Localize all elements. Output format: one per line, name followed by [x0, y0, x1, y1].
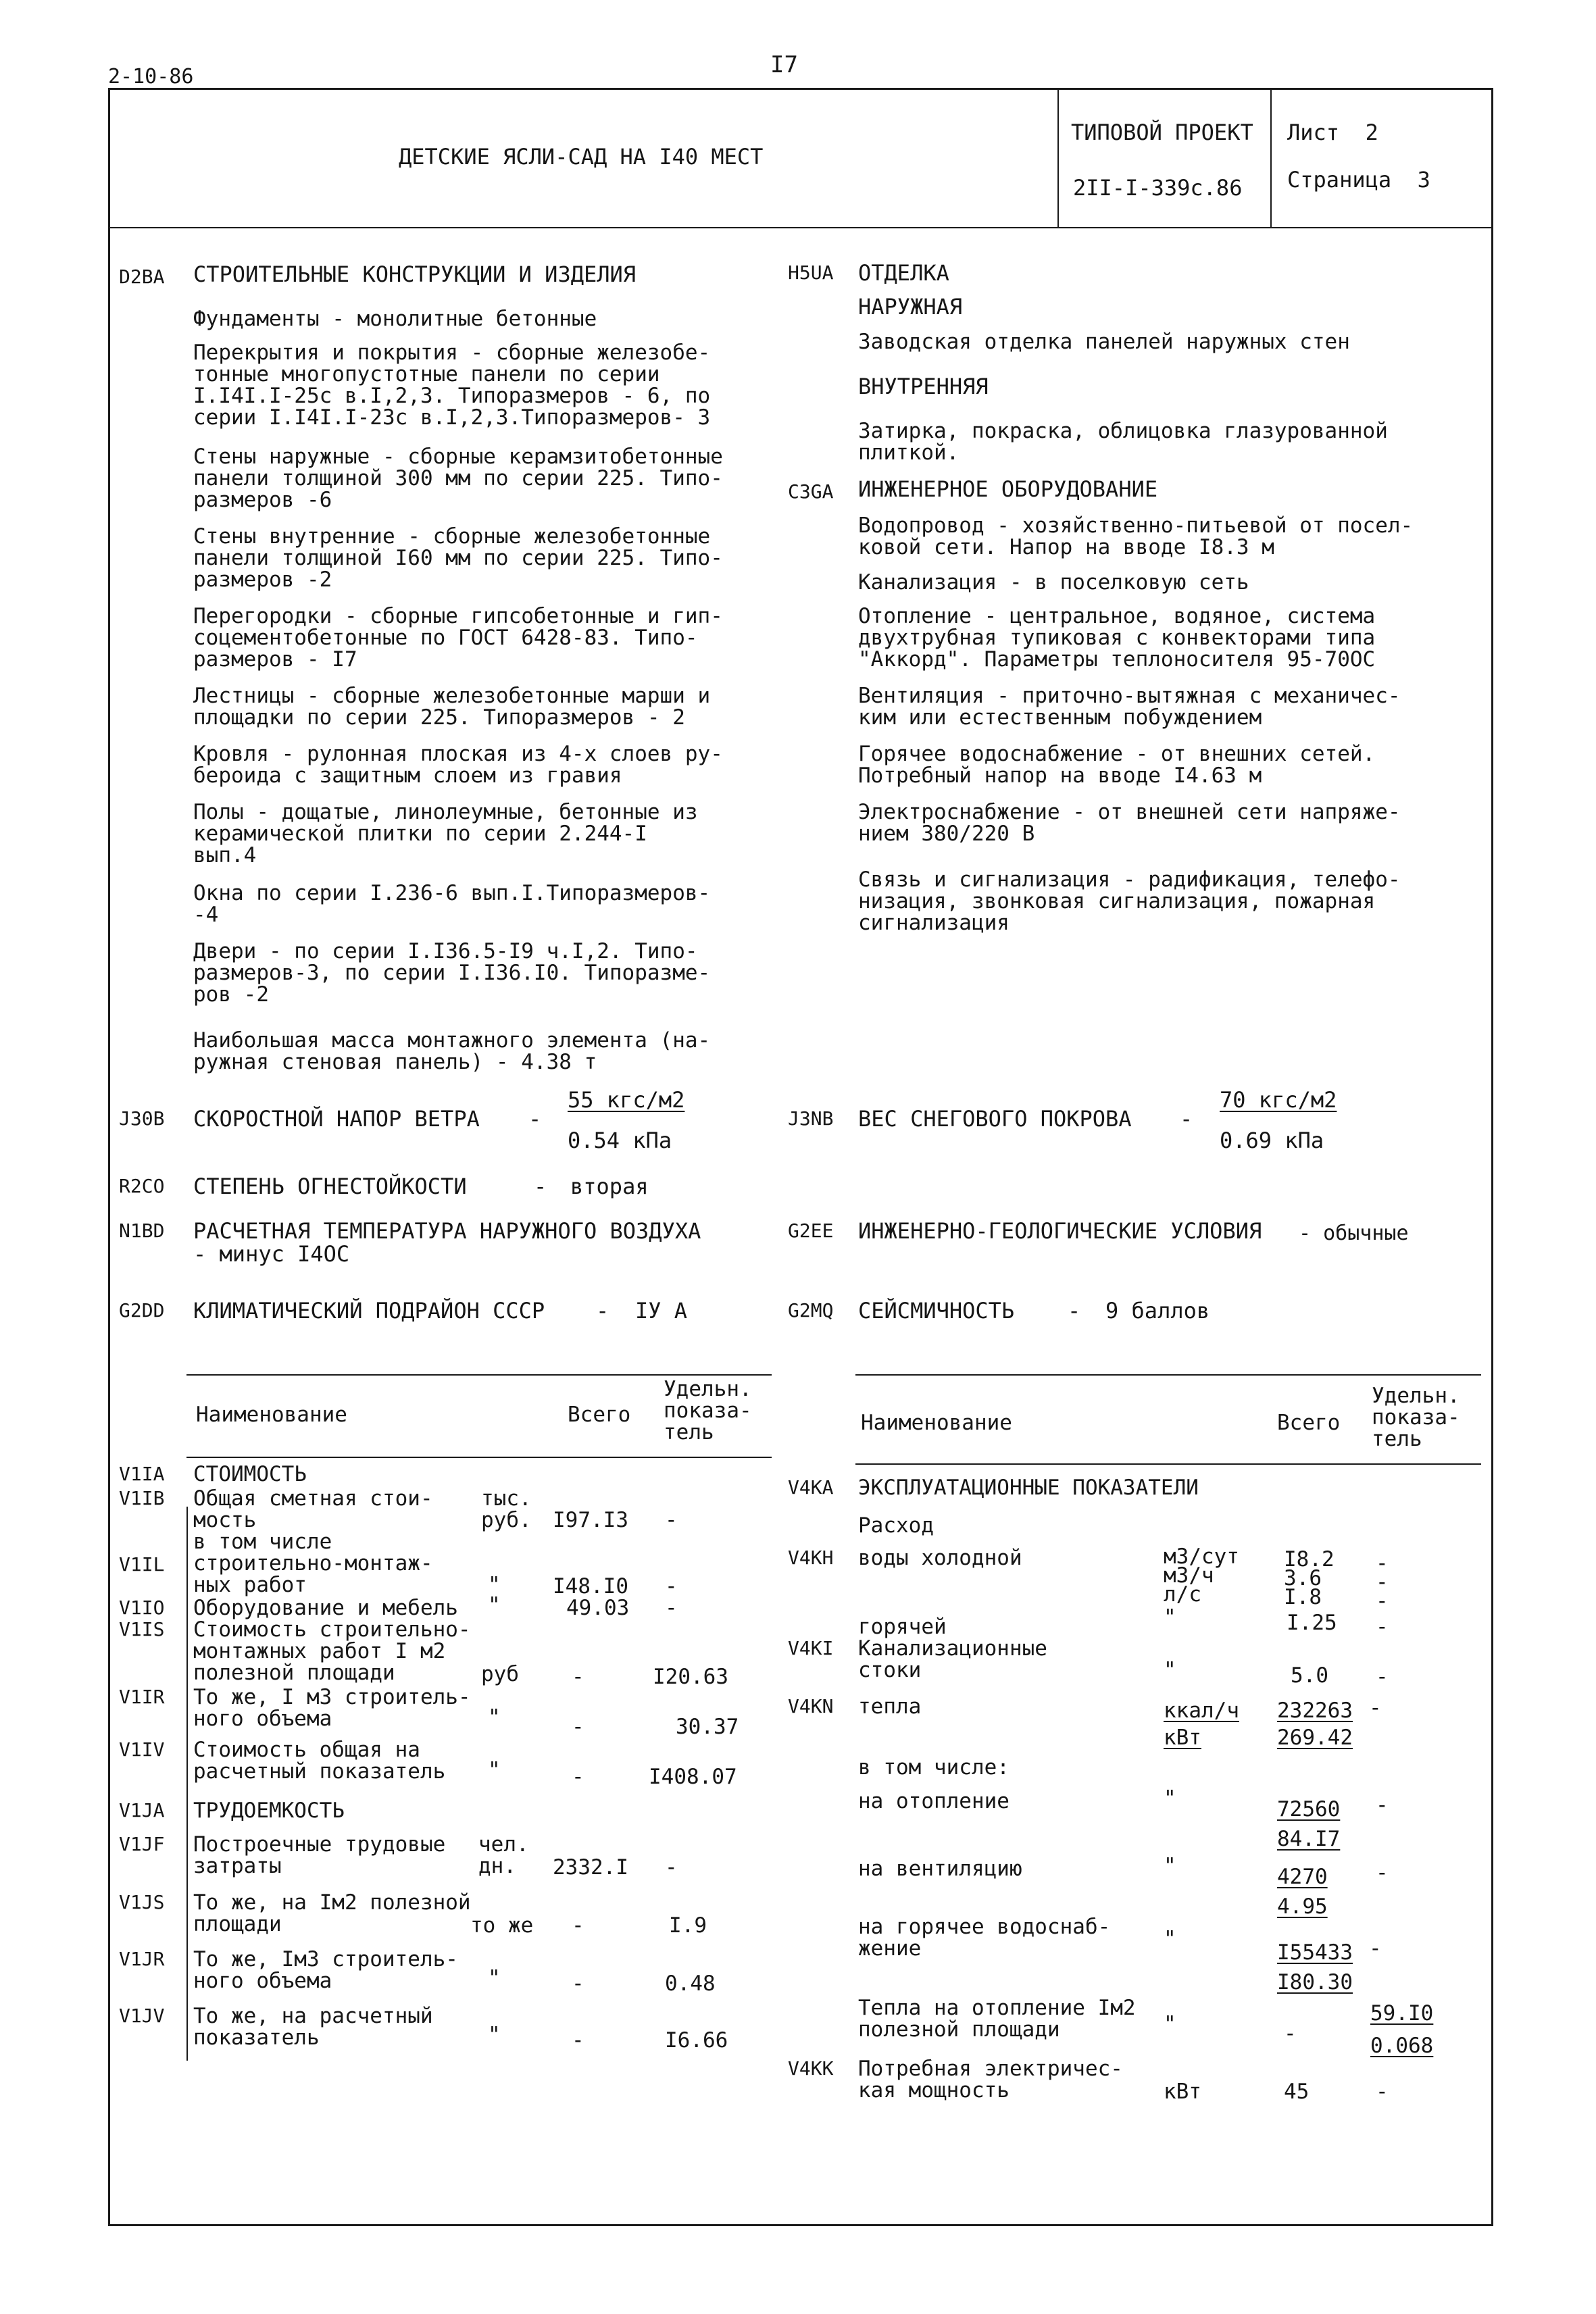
page-number: I7 [770, 51, 798, 78]
row-name: на горячее водоснаб- жение [858, 1915, 1111, 1961]
row-code: V1IO [119, 1596, 165, 1619]
row-name: То же, Iм3 строитель- ного объема [193, 1947, 458, 1993]
row-total: - [572, 1765, 584, 1789]
project-title: ДЕТСКИЕ ЯСЛИ-САД НА I40 МЕСТ [399, 144, 764, 170]
row-total: - [572, 1665, 584, 1689]
row-total: - [572, 2028, 584, 2053]
row-unit: " [488, 1705, 501, 1730]
wind-value-kpa: 0.54 кПа [568, 1128, 672, 1153]
project-number: 2II-I-339с.86 [1073, 175, 1243, 201]
row-spec: - [1376, 1665, 1389, 1689]
geo-value: - обычные [1299, 1222, 1409, 1245]
row-spec: 30.37 [676, 1715, 739, 1739]
row-code: V1JA [119, 1799, 165, 1821]
row-code: V4KA [788, 1476, 834, 1499]
row-name: Построечные трудовые затраты [193, 1832, 446, 1878]
row-unit: " [1164, 1854, 1176, 1878]
row-code: V1JS [119, 1891, 165, 1913]
row-total: I8.2 3.6 I.8 [1284, 1547, 1335, 1609]
row-total: - [572, 1913, 584, 1938]
climate-value: IУ А [635, 1298, 688, 1324]
row-code: V4KK [788, 2057, 834, 2080]
row-code: V1IB [119, 1487, 165, 1509]
row-unit: м3/сут м3/ч л/с [1164, 1544, 1239, 1607]
row-name: на отопление [858, 1789, 1009, 1813]
row-unit: " [488, 2023, 501, 2047]
row-name: Общая сметная стои- мость [193, 1486, 433, 1532]
row-spec: - [1369, 1696, 1382, 1720]
row-code: V4KN [788, 1695, 834, 1717]
param-code: G2DD [119, 1299, 165, 1322]
row-unit: " [1164, 1658, 1176, 1682]
row-name: СТОИМОСТЬ [193, 1462, 307, 1486]
param-code: N1BD [119, 1219, 165, 1242]
seismic-value: 9 баллов [1105, 1298, 1210, 1324]
row-spec: I.9 [669, 1913, 707, 1938]
row-unit: " [1164, 2012, 1176, 2036]
engineering-item: Связь и сигнализация - радификация, телефо- низация, звонковая сигнализация, пожарная сигнализация [858, 867, 1401, 935]
left-table-header-rule [186, 1457, 772, 1458]
row-code: V1IA [119, 1463, 165, 1485]
finish-inner-text: Затирка, покраска, облицовка глазурованной плиткой. [858, 419, 1388, 465]
sheet-number: Лист 2 [1287, 120, 1378, 145]
row-spec: 0.48 [665, 1971, 716, 1996]
right-table-header-spec: Удельн. показа- тель [1372, 1384, 1460, 1451]
wind-dash: - [528, 1106, 542, 1132]
row-unit: " [488, 1593, 501, 1617]
row-unit: руб [481, 1662, 519, 1686]
row-name: Потребная электричес- кая мощность [858, 2057, 1123, 2103]
row-spec: I408.07 [649, 1765, 737, 1789]
row-unit: " [488, 1966, 501, 1990]
row-unit: тыс. руб. [481, 1486, 532, 1532]
construction-item: Фундаменты - монолитные бетонные [193, 307, 597, 331]
row-total: 2332.I [553, 1855, 628, 1880]
row-name: воды холодной [858, 1546, 1022, 1570]
finish-outer-text: Заводская отделка панелей наружных стен [858, 330, 1350, 354]
snow-dash: - [1180, 1106, 1193, 1132]
row-unit: " [1164, 1605, 1176, 1630]
page-count: Страница 3 [1287, 167, 1430, 193]
row-total: - [572, 1715, 584, 1739]
param-code: J30B [119, 1107, 165, 1130]
row-name: ТРУДОЕМКОСТЬ [193, 1799, 345, 1823]
engineering-item: Отопление - центральное, водяное, система двухтрубная тупиковая с конвекторами типа "Аккорд". Параметры теплоносителя 95-70ОС [858, 604, 1376, 672]
geo-label: ИНЖЕНЕРНО-ГЕОЛОГИЧЕСКИЕ УСЛОВИЯ [858, 1218, 1262, 1244]
row-code: V4KI [788, 1637, 834, 1659]
row-name: То же, на расчетный показатель [193, 2004, 433, 2050]
row-unit: " [1164, 1786, 1176, 1811]
row-total: 5.0 [1291, 1663, 1328, 1688]
engineering-item: Вентиляция - приточно-вытяжная с механичес- ким или естественным побуждением [858, 684, 1401, 730]
wind-label: СКОРОСТНОЙ НАПОР ВЕТРА [193, 1106, 480, 1132]
temp-label: РАСЧЕТНАЯ ТЕМПЕРАТУРА НАРУЖНОГО ВОЗДУХА [193, 1218, 701, 1244]
temp-value: - минус I4ОС [193, 1241, 350, 1267]
row-code: V4KH [788, 1546, 834, 1569]
header-bottom-rule [108, 227, 1493, 228]
row-spec: - [665, 1596, 678, 1620]
construction-item: Перекрытия и покрытия - сборные железобе- тонные многопустотные панели по серии I.I4I.I-25с в.I,2,3. Типоразмеров - 6, по серии I.I4I.I-23с в.I,2,3.Типоразмеров- 3 [193, 341, 711, 430]
construction-item: Наибольшая масса монтажного элемента (на- ружная стеновая панель) - 4.38 т [193, 1028, 711, 1074]
row-total: I48.I0 [553, 1574, 628, 1599]
construction-item: Двери - по серии I.I36.5-I9 ч.I,2. Типо- размеров-3, по серии I.I36.I0. Типоразме- ров -2 [193, 939, 711, 1007]
row-spec: - [1376, 2080, 1389, 2104]
row-code: V1IL [119, 1553, 165, 1576]
right-table-header-total: Всего [1277, 1411, 1341, 1435]
right-table-top-rule [855, 1374, 1481, 1376]
section-code: D2BA [119, 266, 165, 288]
fire-dash: - [534, 1174, 547, 1199]
row-total: 49.03 [566, 1596, 630, 1620]
row-spec: - [1376, 1615, 1389, 1639]
date-label: 2-10-86 [108, 65, 194, 89]
header-divider-1 [1057, 88, 1059, 227]
row-unit: " [488, 1758, 501, 1782]
row-total: 232263 269.42 [1277, 1699, 1353, 1750]
row-name: То же, I м3 строитель- ного объема [193, 1685, 471, 1731]
row-spec: - [1376, 1861, 1389, 1885]
row-spec: - - - [1376, 1551, 1389, 1613]
seismic-label: СЕЙСМИЧНОСТЬ [858, 1298, 1015, 1324]
row-total: I97.I3 [553, 1508, 628, 1532]
row-name: Тепла на отопление Iм2 полезной площади [858, 1996, 1136, 2042]
row-code: V1IV [119, 1738, 165, 1761]
left-table-header-name: Наименование [196, 1403, 347, 1427]
row-name: горячей [858, 1615, 947, 1639]
row-spec: I6.66 [665, 2028, 728, 2053]
construction-item: Кровля - рулонная плоская из 4-х слоев ру- бероида с защитным слоем из гравия [193, 742, 723, 788]
construction-item: Лестницы - сборные железобетонные марши и площадки по серии 225. Типоразмеров - 2 [193, 684, 711, 730]
row-name: Расход [858, 1513, 934, 1538]
snow-label: ВЕС СНЕГОВОГО ПОКРОВА [858, 1106, 1132, 1132]
snow-value-kpa: 0.69 кПа [1220, 1128, 1324, 1153]
row-total: - [1284, 2021, 1297, 2046]
construction-item: Окна по серии I.236-6 вып.I.Типоразмеров- -4 [193, 881, 711, 927]
engineering-item: Горячее водоснабжение - от внешних сетей. Потребный напор на вводе I4.63 м [858, 742, 1376, 788]
fire-label: СТЕПЕНЬ ОГНЕСТОЙКОСТИ [193, 1174, 467, 1199]
param-code: J3NB [788, 1107, 834, 1130]
project-type-label: ТИПОВОЙ ПРОЕКТ [1071, 120, 1253, 145]
param-code: R2CO [119, 1175, 165, 1197]
row-total: I55433 I80.30 [1277, 1940, 1353, 1994]
snow-value-kgs: 70 кгс/м2 [1220, 1087, 1337, 1113]
right-table-header-rule [855, 1463, 1481, 1465]
row-name: Стоимость строительно- монтажных работ I м2 полезной площади [193, 1617, 471, 1685]
row-spec: I20.63 [653, 1665, 728, 1689]
section-code: H5UA [788, 261, 834, 284]
row-code: V1JV [119, 2005, 165, 2027]
row-name: в том числе строительно-монтаж- ных работ [193, 1530, 433, 1597]
row-name: Канализационные стоки [858, 1636, 1047, 1682]
row-code: V1JR [119, 1948, 165, 1970]
row-name: Стоимость общая на расчетный показатель [193, 1738, 446, 1784]
section-title-finish: ОТДЕЛКА [858, 260, 949, 286]
section-title-construction: СТРОИТЕЛЬНЫЕ КОНСТРУКЦИИ И ИЗДЕЛИЯ [193, 261, 637, 287]
row-total: I.25 [1287, 1611, 1337, 1635]
row-spec: - [1369, 1936, 1382, 1961]
row-unit: то же [470, 1913, 534, 1938]
row-spec: 59.I0 0.068 [1370, 2001, 1434, 2058]
row-spec: - [665, 1508, 678, 1532]
row-spec: - [665, 1574, 678, 1599]
finish-outer-label: НАРУЖНАЯ [858, 294, 963, 320]
row-name: То же, на Iм2 полезной площади [193, 1890, 471, 1936]
construction-item: Перегородки - сборные гипсобетонные и гип- соцементобетонные по ГОСТ 6428-83. Типо- размеров - I7 [193, 604, 723, 672]
left-table-header-spec: Удельн. показа- тель [664, 1377, 752, 1444]
fire-value: вторая [570, 1174, 649, 1199]
row-name: тепла [858, 1694, 922, 1719]
row-name: ЭКСПЛУАТАЦИОННЫЕ ПОКАЗАТЕЛИ [858, 1476, 1199, 1500]
param-code: G2MQ [788, 1299, 834, 1322]
engineering-item: Водопровод - хозяйственно-питьевой от посел- ковой сети. Напор на вводе I8.3 м [858, 513, 1414, 559]
climate-label: КЛИМАТИЧЕСКИЙ ПОДРАЙОН СССР [193, 1298, 545, 1324]
row-unit: кВт [1164, 2080, 1201, 2104]
left-table-header-total: Всего [568, 1403, 631, 1427]
seismic-dash: - [1068, 1298, 1081, 1324]
row-total: 45 [1284, 2080, 1310, 2104]
climate-dash: - [596, 1298, 609, 1324]
row-unit: " [488, 1573, 501, 1597]
row-total: - [572, 1971, 584, 1996]
engineering-item: Электроснабжение - от внешней сети напряже- нием 380/220 В [858, 800, 1401, 846]
wind-value-kgs: 55 кгс/м2 [568, 1087, 685, 1113]
param-code: G2EE [788, 1219, 834, 1242]
row-name: Оборудование и мебель [193, 1596, 458, 1620]
row-unit: " [1164, 1927, 1176, 1951]
row-name: в том числе: [858, 1755, 1009, 1780]
row-unit: чел. дн. [478, 1832, 529, 1878]
finish-inner-label: ВНУТРЕННЯЯ [858, 374, 989, 399]
header-divider-2 [1270, 88, 1272, 227]
section-title-engineering: ИНЖЕНЕРНОЕ ОБОРУДОВАНИЕ [858, 476, 1158, 502]
section-code: C3GA [788, 480, 834, 503]
row-name: на вентиляцию [858, 1857, 1022, 1881]
row-code: V1IS [119, 1618, 165, 1640]
right-table-header-name: Наименование [861, 1411, 1012, 1435]
construction-item: Стены внутренние - сборные железобетонные панели толщиной I60 мм по серии 225. Типо- размеров -2 [193, 524, 723, 592]
left-table-side-rule [186, 1507, 188, 2061]
engineering-item: Канализация - в поселковую сеть [858, 570, 1249, 595]
left-table-top-rule [186, 1374, 772, 1376]
row-spec: - [665, 1855, 678, 1880]
row-spec: - [1376, 1793, 1389, 1817]
row-unit: ккал/ч кВт [1164, 1699, 1239, 1750]
row-code: V1JF [119, 1833, 165, 1855]
row-total: 4270 4.95 [1277, 1865, 1328, 1919]
construction-item: Стены наружные - сборные керамзитобетонные панели толщиной 300 мм по серии 225. Типо- размеров -6 [193, 445, 723, 512]
construction-item: Полы - дощатые, линолеумные, бетонные из керамической плитки по серии 2.244-I вып.4 [193, 800, 698, 867]
row-total: 72560 84.I7 [1277, 1797, 1341, 1851]
row-code: V1IR [119, 1686, 165, 1708]
